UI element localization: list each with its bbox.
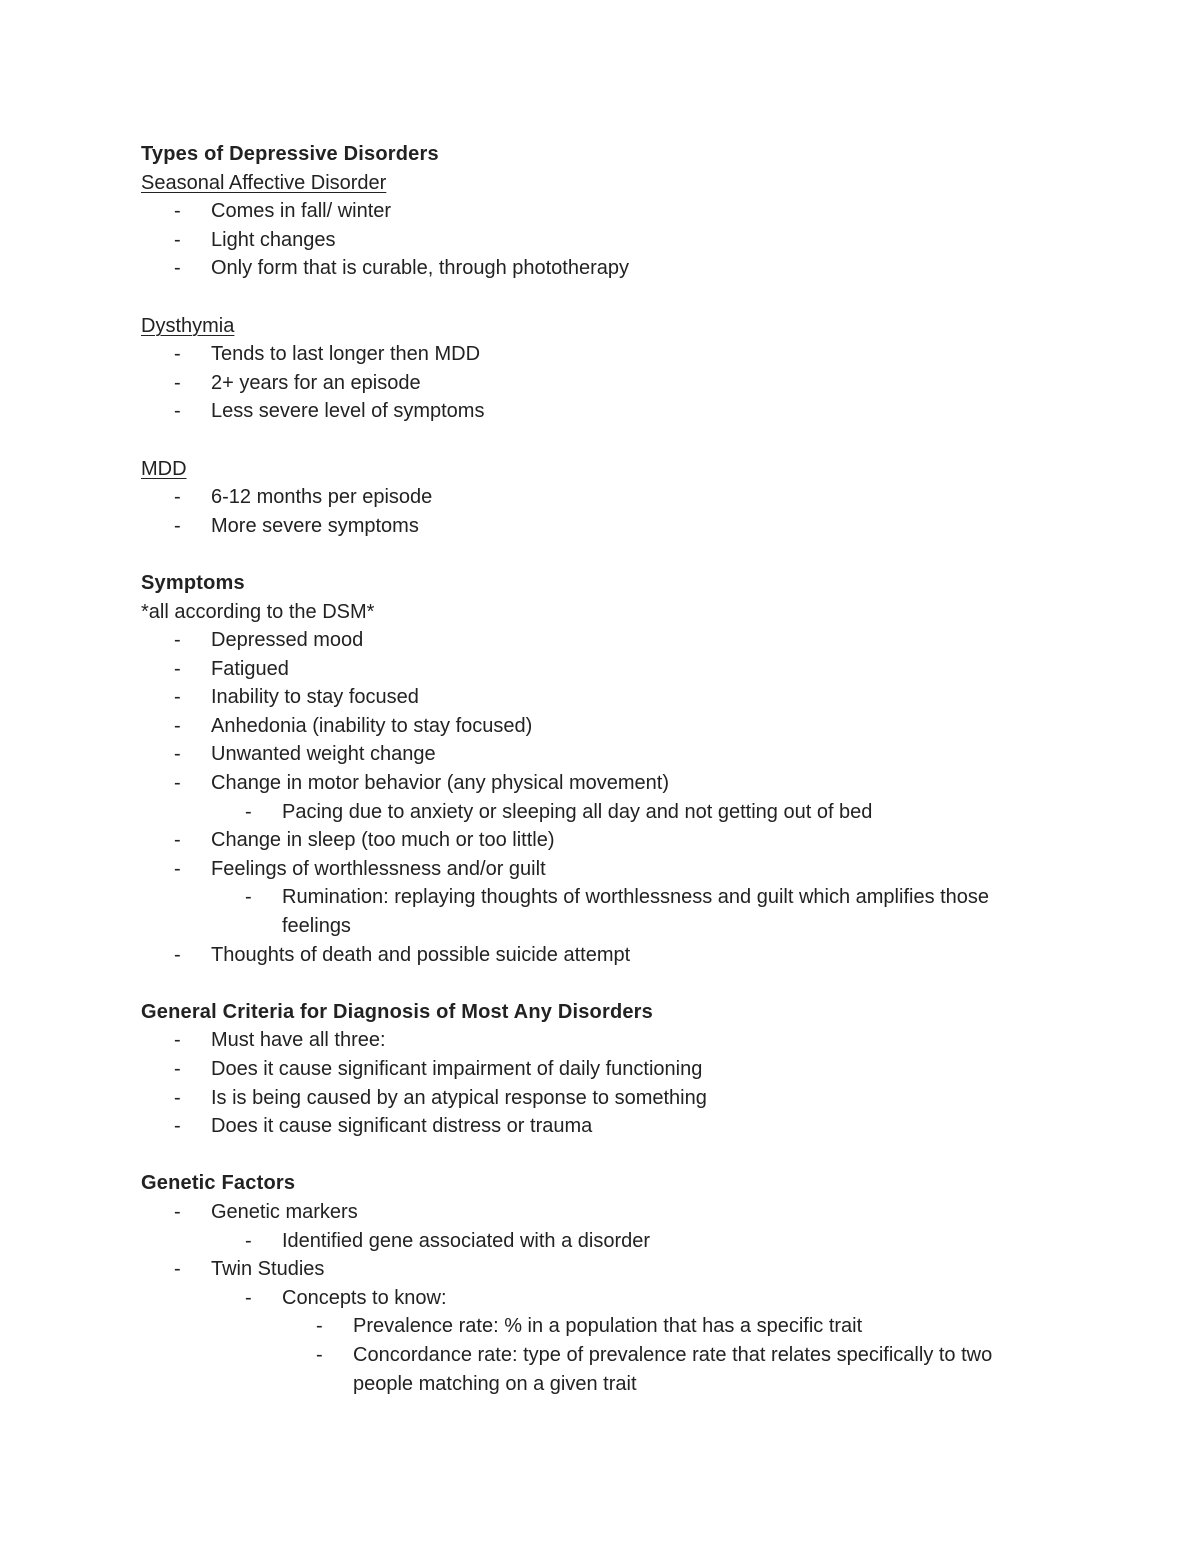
bullet-dash: - <box>174 1115 181 1138</box>
bullet-dash: - <box>174 857 181 880</box>
list-item: - Genetic markers <box>141 1198 1061 1227</box>
bullet-dash: - <box>174 714 181 737</box>
list-item: - Less severe level of symptoms <box>141 397 1061 426</box>
list-item: - Anhedonia (inability to stay focused) <box>141 712 1061 741</box>
bullet-dash: - <box>316 1343 323 1366</box>
bullet-dash: - <box>174 514 181 537</box>
bullet-dash: - <box>174 1058 181 1080</box>
list-item: - Fatigued <box>141 655 1061 684</box>
list-item: - Light changes <box>141 226 1061 255</box>
section-heading-criteria: General Criteria for Diagnosis of Most Any Disorders <box>141 1000 653 1023</box>
list-item: - Twin Studies <box>141 1255 1061 1284</box>
bullet-dash: - <box>174 1258 181 1281</box>
list-item: - Change in sleep (too much or too little) <box>141 826 1061 855</box>
list-item: - Depressed mood <box>141 626 1061 655</box>
bullet-dash: - <box>174 629 181 652</box>
list-item-nested: - Identified gene associated with a disorder <box>141 1227 1061 1256</box>
bullet-dash: - <box>174 486 181 509</box>
list-item-nested: - Pacing due to anxiety or sleeping all day and not getting out of bed <box>141 798 1061 827</box>
spacer <box>141 540 1061 569</box>
list-item-continuation: people matching on a given trait <box>353 1372 637 1395</box>
spacer <box>141 426 1061 455</box>
bullet-dash: - <box>174 343 181 366</box>
list-item: - Feelings of worthlessness and/or guilt <box>141 855 1061 884</box>
bullet-dash: - <box>174 400 181 423</box>
bullet-dash: - <box>174 743 181 766</box>
list-item-nested: - Concepts to know: <box>141 1284 1061 1313</box>
list-item: - Does it cause significant impairment of daily functioning <box>141 1055 1061 1084</box>
symptoms-note: *all according to the DSM* <box>141 600 375 623</box>
list-item: - Unwanted weight change <box>141 740 1061 769</box>
list-item: - Must have all three: <box>141 1026 1061 1055</box>
bullet-dash: - <box>316 1315 323 1338</box>
list-item: - Comes in fall/ winter <box>141 197 1061 226</box>
bullet-dash: - <box>245 1286 252 1309</box>
bullet-dash: - <box>245 886 252 909</box>
document-content <box>141 140 1061 1398</box>
list-item: - 6-12 months per episode <box>141 483 1061 512</box>
bullet-dash: - <box>174 228 181 251</box>
bullet-dash: - <box>245 1229 252 1252</box>
bullet-dash: - <box>174 1029 181 1052</box>
bullet-dash: - <box>174 686 181 709</box>
subheading-mdd: MDD <box>141 457 187 480</box>
list-item: - Inability to stay focused <box>141 683 1061 712</box>
bullet-dash: - <box>174 1200 181 1223</box>
bullet-dash: - <box>174 200 181 223</box>
spacer <box>141 969 1061 998</box>
section-heading-types: Types of Depressive Disorders <box>141 143 439 165</box>
list-item: - Does it cause significant distress or trauma <box>141 1112 1061 1141</box>
list-item: - Tends to last longer then MDD <box>141 340 1061 369</box>
list-item: - Only form that is curable, through phototherapy <box>141 254 1061 283</box>
subheading-dysthymia: Dysthymia <box>141 314 235 337</box>
list-item-nested: - Rumination: replaying thoughts of worthlessness and guilt which amplifies those <box>141 883 1061 912</box>
list-item: - Change in motor behavior (any physical movement) <box>141 769 1061 798</box>
spacer <box>141 1141 1061 1170</box>
list-item-nested-2: - Prevalence rate: % in a population that has a specific trait <box>141 1312 1061 1341</box>
list-item-continuation: feelings <box>282 915 351 938</box>
bullet-dash: - <box>174 257 181 280</box>
list-item: - Is is being caused by an atypical response to something <box>141 1084 1061 1113</box>
spacer <box>141 283 1061 312</box>
bullet-dash: - <box>174 772 181 795</box>
bullet-dash: - <box>174 829 181 852</box>
subheading-sad: Seasonal Affective Disorder <box>141 171 387 194</box>
list-item: - 2+ years for an episode <box>141 369 1061 398</box>
bullet-dash: - <box>174 657 181 680</box>
section-heading-symptoms: Symptoms <box>141 571 245 594</box>
bullet-dash: - <box>174 943 181 966</box>
list-item: - Thoughts of death and possible suicide attempt <box>141 941 1061 970</box>
section-heading-genetic: Genetic Factors <box>141 1172 296 1195</box>
bullet-dash: - <box>245 800 252 823</box>
list-item: - More severe symptoms <box>141 512 1061 541</box>
bullet-dash: - <box>174 1086 181 1109</box>
list-item-nested-2: - Concordance rate: type of prevalence rate that relates specifically to two <box>141 1341 1061 1370</box>
bullet-dash: - <box>174 371 181 394</box>
